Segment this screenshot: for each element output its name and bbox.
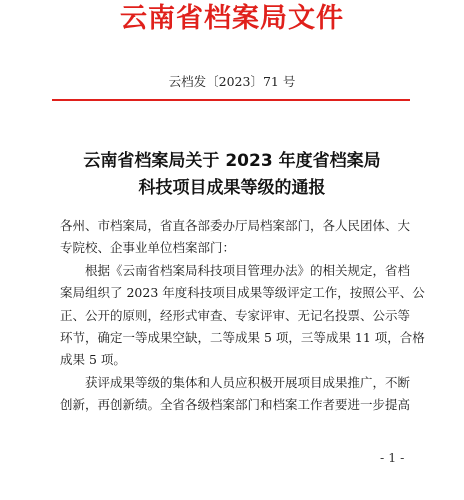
letterhead-title: 云南省档案局文件 — [120, 3, 344, 34]
body-line-5: 正、公开的原则，经形式审查、专家评审、无记名投票、公示等 — [60, 308, 411, 323]
body-line-3: 根据《云南省档案局科技项目管理办法》的相关规定，省档 — [85, 263, 411, 278]
body-line-8: 获评成果等级的集体和人员应积极开展项目成果推广，不断 — [85, 375, 411, 390]
document-number: 云档发〔2023〕71 号 — [168, 74, 296, 89]
body-line-7: 成果 5 项。 — [60, 352, 126, 367]
body-line-2: 专院校、企事业单位档案部门： — [60, 240, 236, 255]
page-number: - 1 - — [380, 450, 405, 465]
red-divider-line — [52, 99, 410, 101]
body-line-1: 各州、市档案局，省直各部委办厅局档案部门，各人民团体、大 — [60, 218, 411, 233]
document-title-line-1: 云南省档案局关于 2023 年度省档案局 — [83, 151, 381, 171]
body-line-9: 创新，再创新绩。全省各级档案部门和档案工作者要进一步提高 — [60, 397, 411, 412]
document-title-line-2: 科技项目成果等级的通报 — [138, 178, 326, 198]
body-line-4: 案局组织了 2023 年度科技项目成果等级评定工作，按照公平、公 — [60, 285, 425, 300]
body-line-6: 环节，确定一等成果空缺，二等成果 5 项，三等成果 11 项，合格 — [60, 330, 425, 345]
